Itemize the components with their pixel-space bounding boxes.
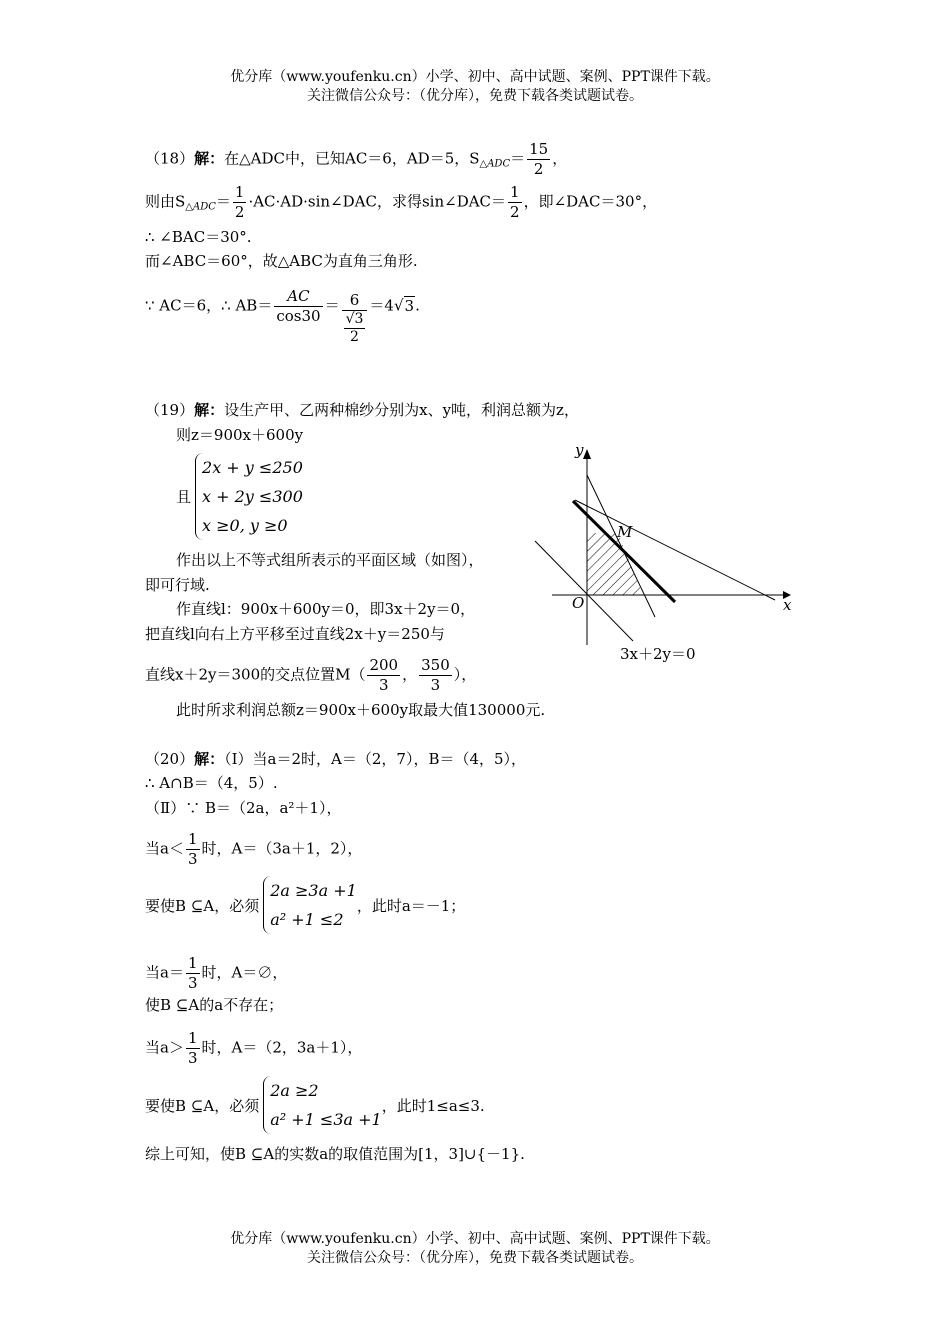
q20-l6-numerator: 1 xyxy=(187,954,198,972)
q20-line-9 xyxy=(145,1076,485,1134)
q19-constraint-3: x ≥0, y ≥0 xyxy=(202,516,288,535)
q20-l8-fraction xyxy=(186,1029,200,1068)
q18-l1-text: 在△ADC中，已知AC＝6，AD＝5，S xyxy=(224,149,480,168)
q18-ab-denominator: cos30 xyxy=(276,307,321,325)
q18-compound-fraction xyxy=(342,291,368,346)
q20-l4-a: 当a＜ xyxy=(145,839,184,858)
q18-area-numerator: 15 xyxy=(529,140,549,158)
q19-line-8: 此时所求利润总额z＝900x＋600y取最大值130000元. xyxy=(176,701,546,719)
q19-solution-label: 解： xyxy=(194,401,225,419)
q18-line-5 xyxy=(145,287,420,346)
q18-l2-subscript: △ADC xyxy=(185,201,216,213)
q19-my-denominator: 3 xyxy=(430,676,441,694)
q18-line-2 xyxy=(145,183,657,222)
q19-l7-separator: ， xyxy=(402,665,418,684)
q20-l1-text: （Ⅰ）当a＝2时，A＝（2，7），B＝（4，5）， xyxy=(224,750,527,768)
q20-line-7: 使B ⊆A的a不存在； xyxy=(145,996,284,1014)
origin-label: O xyxy=(572,594,585,612)
q18-area-denominator: 2 xyxy=(533,160,544,178)
q18-inner-fraction xyxy=(344,311,366,346)
q19-line-6: 把直线l向右上方平移至过直线2x＋y＝250与 xyxy=(145,625,445,643)
q20-line-8 xyxy=(145,1029,362,1068)
footer-line-2: 关注微信公众号：（优分库），免费下载各类试题试卷。 xyxy=(307,1250,643,1266)
q18-l5-a: ∵ AC＝6，∴ AB＝ xyxy=(145,296,273,315)
q18-sin-denominator: 2 xyxy=(510,203,520,221)
q18-l2-b: ·AC·AD·sin∠DAC，求得sin∠DAC＝ xyxy=(248,192,507,211)
line-equation-label: 3x＋2y＝0 xyxy=(620,645,696,663)
q18-ab-fraction xyxy=(274,287,322,326)
q18-l2-a: 则由S xyxy=(145,192,186,211)
q20-l6-denominator: 3 xyxy=(187,974,198,992)
q20-solution-label: 解： xyxy=(194,750,225,768)
feasible-region-graph xyxy=(525,435,800,667)
q19-mx-numerator: 200 xyxy=(369,656,399,674)
q20-l9-a: 要使B ⊆A，必须 xyxy=(145,1096,260,1115)
q19-constraint-system xyxy=(195,453,303,540)
q19-line-4: 即可行域. xyxy=(145,576,210,594)
q19-line-3: 作出以上不等式组所表示的平面区域（如图）， xyxy=(176,551,484,569)
q20-l6-fraction xyxy=(186,954,200,993)
q20-l6-b: 时，A＝∅， xyxy=(201,963,288,982)
q18-line-1 xyxy=(145,140,567,179)
q19-l7-end: ）， xyxy=(453,665,477,684)
q19-mx-fraction xyxy=(367,656,400,695)
q18-line-3: ∴ ∠BAC＝30°. xyxy=(145,228,252,246)
q20-system-2 xyxy=(263,1076,382,1134)
q18-sin-numerator: 1 xyxy=(510,183,520,201)
q20-l8-denominator: 3 xyxy=(187,1049,198,1067)
q20-l8-a: 当a＞ xyxy=(145,1038,184,1057)
x-axis-label: x xyxy=(783,596,792,614)
y-axis-label: y xyxy=(575,441,584,459)
q19-mx-denominator: 3 xyxy=(379,676,389,694)
q19-l7-a: 直线x＋2y＝300的交点位置M（ xyxy=(145,665,366,684)
q20-system-1-eq-1: 2a ≥3a +1 xyxy=(270,881,357,900)
header-line-2: 关注微信公众号：（优分库），免费下载各类试题试卷。 xyxy=(307,88,643,104)
q20-system-1-eq-2: a² +1 ≤2 xyxy=(270,910,344,929)
q18-half-denominator: 2 xyxy=(234,203,245,221)
q18-compound-numerator: 6 xyxy=(342,291,368,311)
q18-l1-end: ， xyxy=(552,149,568,168)
q18-ab-numerator: AC xyxy=(274,287,322,307)
q19-line-1 xyxy=(145,400,579,420)
q20-line-5 xyxy=(145,876,465,934)
q18-sin-fraction xyxy=(508,183,522,222)
q19-constraint-1: 2x + y ≤250 xyxy=(202,458,303,477)
q20-system-1 xyxy=(263,876,357,934)
q19-constraint-2: x + 2y ≤300 xyxy=(202,487,303,506)
q19-constraint-block xyxy=(176,453,303,540)
q20-l4-fraction xyxy=(186,830,200,869)
q20-line-1 xyxy=(145,749,526,769)
q20-l6-a: 当a＝ xyxy=(145,963,184,982)
q18-l5-equals: ＝ xyxy=(324,296,340,315)
q19-line-7 xyxy=(145,656,476,695)
q20-l5-b: ，此时a＝－1； xyxy=(356,896,466,915)
q18-half-numerator: 1 xyxy=(234,183,245,201)
q18-inner-numerator: √3 xyxy=(345,311,364,327)
point-m-label: M xyxy=(617,523,633,541)
q18-half-fraction xyxy=(233,183,247,222)
footer-line-1: 优分库（www.youfenku.cn）小学、初中、高中试题、案例、PPT课件下载。 xyxy=(230,1231,720,1247)
q18-l1-equals: ＝ xyxy=(510,149,526,168)
q20-l4-b: 时，A＝（3a＋1，2）， xyxy=(201,839,363,858)
q19-my-numerator: 350 xyxy=(421,656,450,674)
sqrt-icon: √ xyxy=(393,296,404,315)
q18-l1-subscript: △ADC xyxy=(479,158,511,170)
q18-l2-equals: ＝ xyxy=(215,192,231,211)
q18-line-4: 而∠ABC＝60°，故△ABC为直角三角形. xyxy=(145,252,418,270)
q18-l2-c: ，即∠DAC＝30°， xyxy=(523,192,658,211)
q20-l8-b: 时，A＝（2，3a＋1）， xyxy=(201,1038,363,1057)
q20-l4-denominator: 3 xyxy=(187,850,198,868)
q18-result-radicand: 3 xyxy=(404,296,415,315)
q20-l8-numerator: 1 xyxy=(187,1029,198,1047)
q19-line-2: 则z＝900x＋600y xyxy=(176,426,304,444)
q18-l5-end: . xyxy=(415,296,420,315)
q20-l9-b: ，此时1≤a≤3. xyxy=(381,1096,485,1115)
q19-my-fraction xyxy=(419,656,452,695)
q20-number: （20） xyxy=(145,750,195,768)
q20-line-10: 综上可知，使B ⊆A的实数a的取值范围为[1，3]∪{－1}. xyxy=(145,1145,525,1163)
q18-result-coefficient: ＝4 xyxy=(369,296,394,315)
q19-qie-label: 且 xyxy=(176,488,192,506)
y-axis-arrow-icon xyxy=(583,449,591,459)
q20-l4-numerator: 1 xyxy=(187,830,198,848)
q20-line-4 xyxy=(145,830,362,869)
q18-area-fraction xyxy=(527,140,550,179)
header-line-1: 优分库（www.youfenku.cn）小学、初中、高中试题、案例、PPT课件下载。 xyxy=(230,69,720,85)
q20-system-2-eq-2: a² +1 ≤3a +1 xyxy=(270,1110,382,1129)
q20-line-6 xyxy=(145,954,287,993)
q19-l1-text: 设生产甲、乙两种棉纱分别为x、y吨，利润总额为z， xyxy=(224,401,579,419)
q20-l5-a: 要使B ⊆A，必须 xyxy=(145,896,260,915)
q20-line-2: ∴ A∩B＝（4，5）. xyxy=(145,774,278,792)
q20-line-3: （Ⅱ）∵ B＝（2a，a²＋1）， xyxy=(145,799,342,817)
q19-number: （19） xyxy=(145,401,195,419)
q18-solution-label: 解： xyxy=(194,149,225,168)
q18-inner-denominator: 2 xyxy=(350,329,359,345)
q18-number: （18） xyxy=(145,149,195,168)
q19-line-5: 作直线l：900x＋600y＝0，即3x＋2y＝0， xyxy=(176,600,476,618)
q18-compound-denominator xyxy=(342,311,368,346)
q20-system-2-eq-1: 2a ≥2 xyxy=(270,1081,319,1100)
